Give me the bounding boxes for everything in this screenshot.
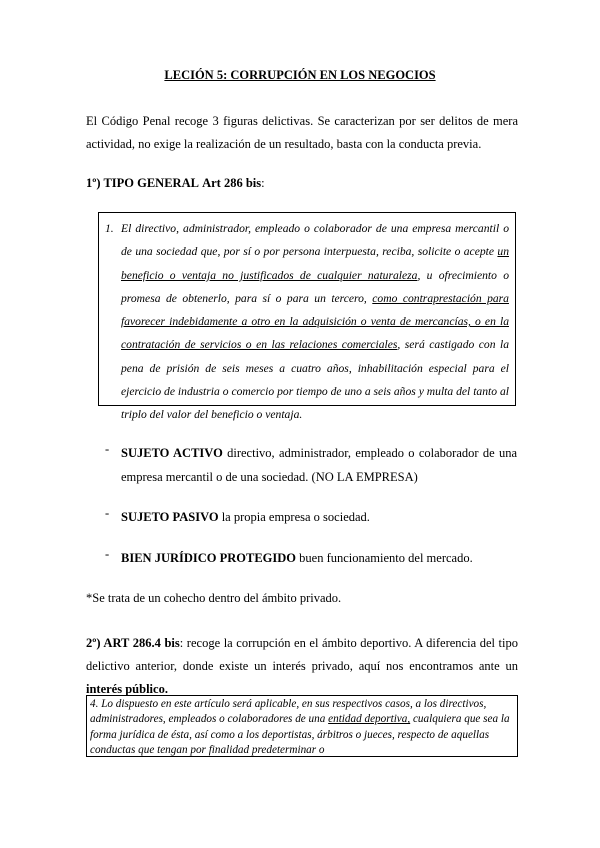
article-quote-box	[98, 212, 516, 422]
bullet-dash: -	[105, 442, 110, 456]
section-2-title: 2º) ART 286.4 bis	[86, 636, 180, 650]
section-1-colon: :	[261, 176, 265, 190]
bullet-dash: -	[105, 547, 110, 561]
quote2-text-2: cualquiera que sea la forma jurídica de ésta, así como a los deportistas, árbitros o jueces, respecto de aquellas conductas que tengan por finalidad predeterminar o	[90, 713, 510, 757]
quote-text-1: El directivo, administrador, empleado o colaborador de una empresa mercantil o de una sociedad que, por sí o por persona interpuesta, reciba, solicite o acepte	[121, 222, 509, 259]
quote-underline-2: como contraprestación para favorecer indebidamente a otro en la adquisición o venta de mercancías, o en la contratación de servicios o en las relaciones comerciales	[121, 291, 509, 352]
bullet-text: buen funcionamiento del mercado.	[296, 551, 473, 565]
bullet-label: SUJETO ACTIVO	[121, 446, 223, 460]
quote-number: 1.	[105, 222, 114, 235]
section-1-heading	[86, 176, 265, 191]
section-2-text: : recoge la corrupción en el ámbito deportivo. A diferencia del tipo delictivo anterior, donde existe un interés privado, aquí nos encontramos ante un	[86, 636, 518, 673]
bullet-text: la propia empresa o sociedad.	[218, 510, 370, 524]
article-quote-box-2	[86, 695, 518, 757]
page-title: LECIÓN 5: CORRUPCIÓN EN LOS NEGOCIOS	[164, 68, 436, 82]
bullet-sujeto-activo	[121, 442, 517, 489]
quote2-text-1: 4. Lo dispuesto en este artículo será aplicable, en sus respectivos casos, a los directivos, administradores, empleados o colaboradores de una	[90, 698, 487, 726]
quote2-underline: entidad deportiva,	[328, 713, 411, 726]
intro-paragraph: El Código Penal recoge 3 figuras delictivas. Se caracterizan por ser delitos de mera actividad, no exige la realización de un resultado, basta con la conducta previa.	[86, 114, 518, 151]
bullet-text: directivo, administrador, empleado o colaborador de una empresa mercantil o de una sociedad. (NO LA EMPRESA)	[121, 446, 518, 484]
section-1-article: Art 286 bis	[202, 176, 262, 190]
bullet-label: BIEN JURÍDICO PROTEGIDO	[121, 551, 297, 565]
note-text: *Se trata de un cohecho dentro del ámbito privado.	[86, 591, 342, 605]
bullet-label: SUJETO PASIVO	[121, 510, 219, 524]
quote-text	[121, 217, 509, 427]
quote-underline-1: un beneficio o ventaja no justificados de cualquier naturaleza	[121, 245, 509, 282]
bullet-dash: -	[105, 506, 110, 520]
quote-text-3: , será castigado con la pena de prisión de seis meses a cuatro años, inhabilitación especial para el ejercicio de industria o comercio por tiempo de uno a seis años y multa del tanto al triplo del valor del beneficio o ventaja.	[121, 338, 509, 422]
bullet-bien-juridico	[121, 547, 517, 571]
section-1-title: 1º) TIPO GENERAL	[86, 176, 199, 190]
bullet-sujeto-pasivo	[121, 506, 517, 530]
section-2-bold-end: interés público.	[86, 682, 168, 696]
quote-text-2: , u ofrecimiento o promesa de obtenerlo, para sí o para un tercero,	[121, 268, 509, 305]
section-2-paragraph	[86, 632, 518, 701]
